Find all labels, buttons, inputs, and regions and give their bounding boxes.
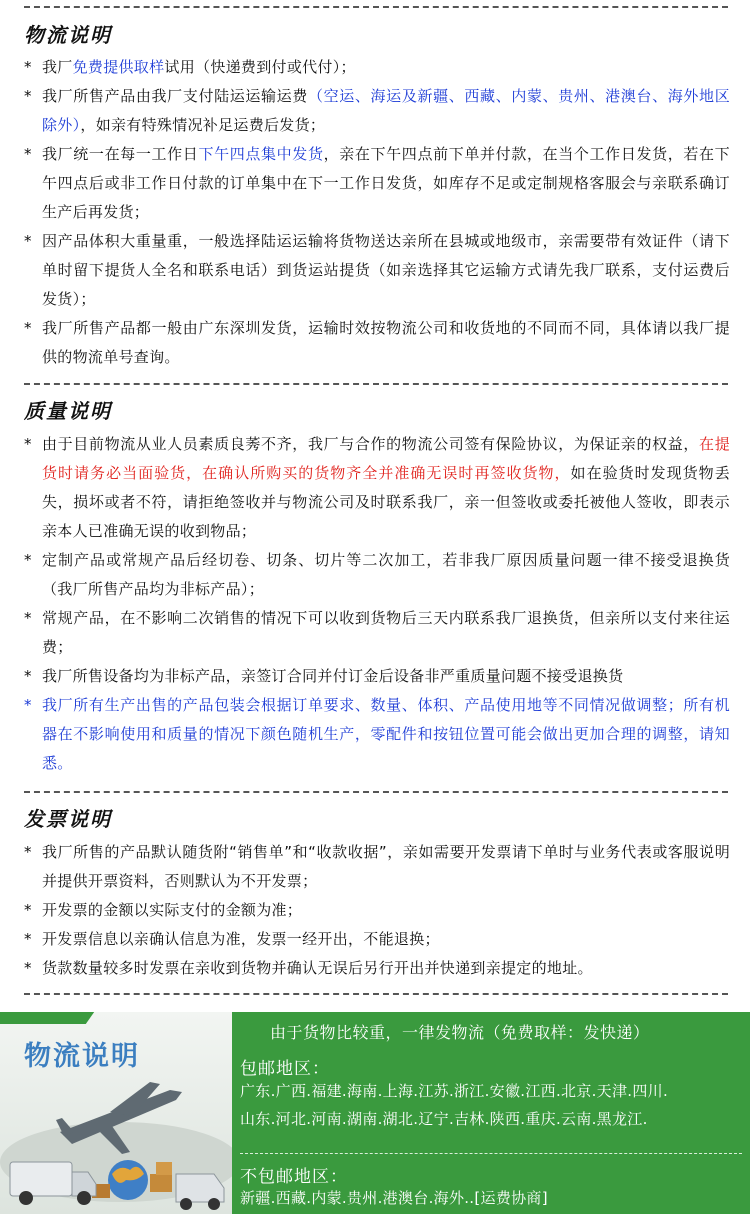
- item-text: 我厂所有生产出售的产品包装会根据订单要求、数量、体积、产品使用地等不同情况做调整；所有机器在不影响使用和质量的情况下颜色随机生产，零配件和按钮位置可能会做出更加合理的调整，请知悉。: [42, 696, 730, 772]
- asterisk-icon: *: [24, 930, 32, 948]
- asterisk-icon: *: [24, 145, 32, 163]
- item-text: 我厂所售产品由我厂支付陆运运输运费: [42, 87, 308, 105]
- list-item: [24, 662, 730, 691]
- item-text: 免费提供取样: [72, 58, 165, 76]
- invoice-section: [24, 804, 730, 983]
- list-item: [24, 838, 730, 896]
- divider: [24, 993, 728, 995]
- airplane-truck-globe-icon: [0, 1012, 232, 1214]
- asterisk-icon: *: [24, 551, 32, 569]
- free-shipping-regions-line1: 广东.广西.福建.海南.上海.江苏.浙江.安徽.江西.北京.天津.四川.: [240, 1082, 669, 1100]
- banner-info-panel: [232, 1012, 750, 1214]
- item-text: ，亲在下午四点前下单并付款，在当个工作日发货，若在下午四点后或非工作日付款的订单集中在下一工作日发货，如库存不足或定制规格客服会与亲联系确订生产后再发货；: [42, 145, 730, 221]
- asterisk-icon: *: [24, 843, 32, 861]
- asterisk-icon: *: [24, 58, 32, 76]
- quality-list: [24, 430, 730, 778]
- item-text: 我厂所售的产品默认随货附“销售单”和“收款收据”，亲如需要开发票请下单时与业务代表或客服说明并提供开票资料，否则默认为不开发票；: [42, 843, 730, 890]
- logistics-section: [24, 20, 730, 372]
- section-title: 发票说明: [24, 807, 112, 831]
- list-item: [24, 53, 730, 82]
- divider: [24, 791, 728, 793]
- item-text: 如在验货时发现货物丢失，损坏或者不符，请拒绝签收并与物流公司及时联系我厂，亲一但签收或委托被他人签收，即表示亲本人已准确无误的收到物品；: [42, 464, 730, 540]
- asterisk-icon: *: [24, 319, 32, 337]
- list-item: [24, 546, 730, 604]
- asterisk-icon: *: [24, 959, 32, 977]
- item-text: 货款数量较多时发票在亲收到货物并确认无误后另行开出并快递到亲提定的地址。: [42, 959, 593, 977]
- list-item: [24, 227, 730, 314]
- quality-section: [24, 396, 730, 778]
- item-text: 我厂统一在每一工作日: [42, 145, 199, 163]
- banner-illustration-panel: [0, 1012, 232, 1214]
- item-text: 我厂所售产品都一般由广东深圳发货，运输时效按物流公司和收货地的不同而不同，具体请以我厂提供的物流单号查询。: [42, 319, 730, 366]
- list-item: [24, 314, 730, 372]
- list-item: [24, 82, 730, 140]
- invoice-list: [24, 838, 730, 983]
- asterisk-icon: *: [24, 696, 32, 714]
- free-shipping-heading: 包邮地区：: [240, 1059, 330, 1079]
- item-text: 在提货时请务必当面验货，在确认所购买的货物齐全并准确无误时再签收货物，: [42, 435, 730, 482]
- item-text: 开发票的金额以实际支付的金额为准；: [42, 901, 303, 919]
- list-item: [24, 896, 730, 925]
- item-text: 开发票信息以亲确认信息为准，发票一经开出，不能退换；: [42, 930, 440, 948]
- non-free-shipping-heading: 不包邮地区：: [240, 1167, 348, 1187]
- list-item: [24, 925, 730, 954]
- asterisk-icon: *: [24, 901, 32, 919]
- item-text: 常规产品，在不影响二次销售的情况下可以收到货物后三天内联系我厂退换货，但亲所以支付来往运费；: [42, 609, 730, 656]
- banner-note: 由于货物比较重，一律发物流（免费取样：发快递）: [270, 1023, 650, 1042]
- list-item: [24, 954, 730, 983]
- shipping-banner: [0, 1012, 750, 1214]
- free-shipping-regions-line2: 山东.河北.河南.湖南.湖北.辽宁.吉林.陕西.重庆.云南.黑龙江.: [240, 1110, 648, 1128]
- divider: [24, 383, 728, 385]
- asterisk-icon: *: [24, 667, 32, 685]
- item-text: 因产品体积大重量重，一般选择陆运运输将货物送达亲所在县城或地级市，亲需要带有效证件（请下单时留下提货人全名和联系电话）到货运站提货（如亲选择其它运输方式请先我厂联系，支付运费后发货）；: [42, 232, 730, 308]
- asterisk-icon: *: [24, 435, 32, 453]
- banner-divider: [240, 1153, 742, 1154]
- banner-title: 物流说明: [24, 1041, 140, 1072]
- item-text: ，如亲有特殊情况补足运费后发货；: [80, 116, 326, 134]
- item-text: 试用（快递费到付或代付）；: [164, 58, 356, 76]
- asterisk-icon: *: [24, 232, 32, 250]
- asterisk-icon: *: [24, 87, 32, 105]
- non-free-shipping-regions: 新疆.西藏.内蒙.贵州.港澳台.海外..[运费协商]: [240, 1189, 548, 1207]
- asterisk-icon: *: [24, 609, 32, 627]
- item-text: 我厂: [42, 58, 73, 76]
- item-text: （空运、海运及新疆、西藏、内蒙、贵州、港澳台、海外地区除外）: [42, 87, 730, 134]
- logistics-list: [24, 53, 730, 372]
- list-item: [24, 430, 730, 546]
- divider: [24, 6, 728, 8]
- section-title: 质量说明: [24, 399, 112, 423]
- item-text: 定制产品或常规产品后经切卷、切条、切片等二次加工，若非我厂原因质量问题一律不接受退换货（我厂所售产品均为非标产品）；: [42, 551, 730, 598]
- item-text: 下午四点集中发货: [198, 145, 324, 163]
- list-item: [24, 140, 730, 227]
- list-item: [24, 691, 730, 778]
- section-title: 物流说明: [24, 23, 112, 47]
- list-item: [24, 604, 730, 662]
- item-text: 我厂所售设备均为非标产品，亲签订合同并付订金后设备非严重质量问题不接受退换货: [42, 667, 624, 685]
- item-text: 由于目前物流从业人员素质良莠不齐，我厂与合作的物流公司签有保险协议，为保证亲的权益，: [42, 435, 700, 453]
